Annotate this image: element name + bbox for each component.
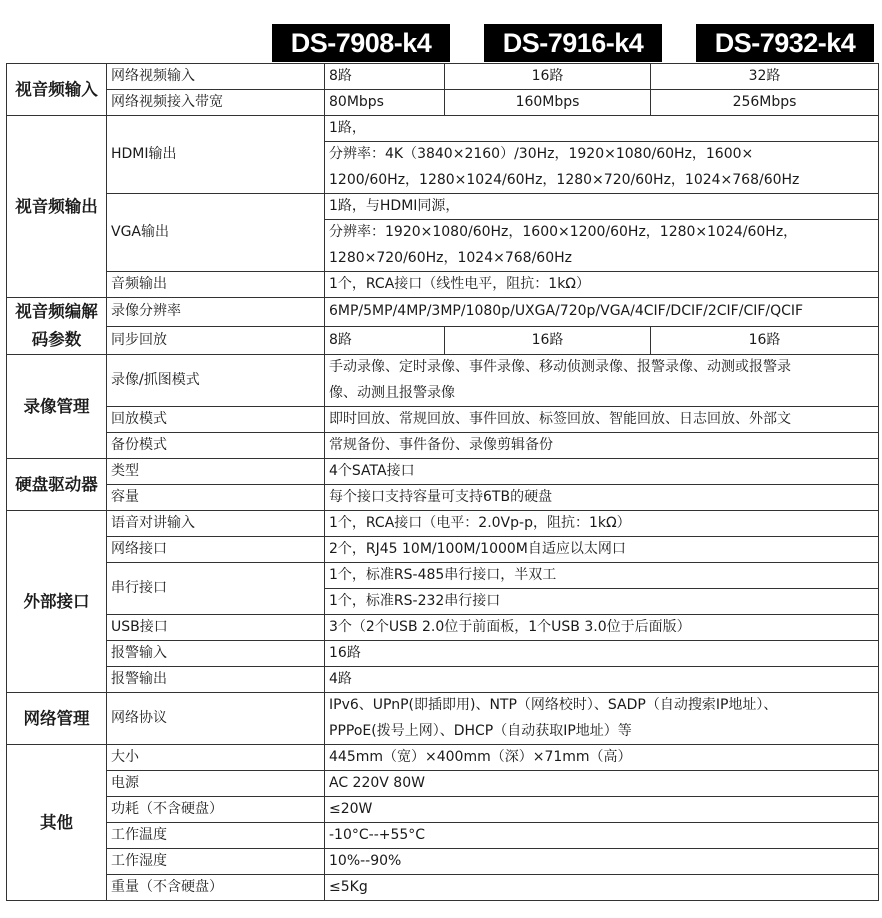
spec-table xyxy=(6,63,879,901)
table-row xyxy=(7,641,879,667)
value-talk-input: 1个，RCA接口（电平：2.0Vp-p，阻抗：1kΩ） xyxy=(325,511,879,537)
table-row xyxy=(7,326,879,355)
label-net-video-input: 网络视频输入 xyxy=(107,64,325,90)
value-hdmi-line3: 1200/60Hz，1280×1024/60Hz，1280×720/60Hz，1024×768/60Hz xyxy=(325,168,879,194)
table-row xyxy=(7,272,879,298)
table-row xyxy=(7,615,879,641)
table-row xyxy=(7,693,879,719)
category-av-output: 视音频输出 xyxy=(7,116,107,298)
label-sync-playback: 同步回放 xyxy=(107,326,325,355)
table-row xyxy=(7,875,879,901)
value-hdmi-line1: 1路， xyxy=(325,116,879,142)
value-net-video-input-1: 8路 xyxy=(325,64,445,90)
table-row xyxy=(7,485,879,511)
label-network-port: 网络接口 xyxy=(107,537,325,563)
label-weight: 重量（不含硬盘） xyxy=(107,875,325,901)
label-bandwidth: 网络视频接入带宽 xyxy=(107,90,325,116)
value-work-humidity: 10%--90% xyxy=(325,849,879,875)
value-record-mode-line2: 像、动测且报警录像 xyxy=(325,381,879,407)
value-network-protocol-line2: PPPoE(拨号上网）、DHCP（自动获取IP地址）等 xyxy=(325,719,879,745)
table-row xyxy=(7,116,879,142)
label-consumption: 功耗（不含硬盘） xyxy=(107,797,325,823)
value-network-port: 2个，RJ45 10M/100M/1000M自适应以太网口 xyxy=(325,537,879,563)
model-header-2: DS-7916-k4 xyxy=(484,24,662,62)
label-serial-port: 串行接口 xyxy=(107,563,325,615)
value-alarm-output: 4路 xyxy=(325,667,879,693)
value-audio-output: 1个，RCA接口（线性电平，阻抗：1kΩ） xyxy=(325,272,879,298)
value-bandwidth-3: 256Mbps xyxy=(651,90,879,116)
value-serial-rs485: 1个，标准RS-485串行接口，半双工 xyxy=(325,563,879,589)
label-hdmi-output: HDMI输出 xyxy=(107,116,325,194)
model-header-3: DS-7932-k4 xyxy=(696,24,874,62)
table-row xyxy=(7,823,879,849)
value-work-temperature: -10°C--+55°C xyxy=(325,823,879,849)
value-sync-playback-1: 8路 xyxy=(325,326,445,355)
category-other: 其他 xyxy=(7,745,107,901)
value-weight: ≤5Kg xyxy=(325,875,879,901)
value-hdd-type: 4个SATA接口 xyxy=(325,459,879,485)
value-bandwidth-1: 80Mbps xyxy=(325,90,445,116)
value-vga-line1: 1路，与HDMI同源， xyxy=(325,194,879,220)
table-row xyxy=(7,511,879,537)
label-alarm-output: 报警输出 xyxy=(107,667,325,693)
value-hdd-capacity: 每个接口支持容量可支持6TB的硬盘 xyxy=(325,485,879,511)
category-codec: 视音频编解码参数 xyxy=(7,298,107,355)
label-hdd-type: 类型 xyxy=(107,459,325,485)
value-record-mode-line1: 手动录像、定时录像、事件录像、移动侦测录像、报警录像、动测或报警录 xyxy=(325,355,879,381)
value-backup-mode: 常规备份、事件备份、录像剪辑备份 xyxy=(325,433,879,459)
category-av-input: 视音频输入 xyxy=(7,64,107,116)
value-vga-line3: 1280×720/60Hz，1024×768/60Hz xyxy=(325,246,879,272)
table-row xyxy=(7,433,879,459)
table-row xyxy=(7,407,879,433)
label-backup-mode: 备份模式 xyxy=(107,433,325,459)
label-vga-output: VGA输出 xyxy=(107,194,325,272)
table-row xyxy=(7,90,879,116)
table-row xyxy=(7,537,879,563)
label-playback-mode: 回放模式 xyxy=(107,407,325,433)
table-row xyxy=(7,771,879,797)
table-row xyxy=(7,849,879,875)
value-power: AC 220V 80W xyxy=(325,771,879,797)
table-row xyxy=(7,298,879,327)
table-row xyxy=(7,194,879,220)
label-alarm-input: 报警输入 xyxy=(107,641,325,667)
value-consumption: ≤20W xyxy=(325,797,879,823)
label-usb-port: USB接口 xyxy=(107,615,325,641)
model-header-1: DS-7908-k4 xyxy=(272,24,450,62)
value-serial-rs232: 1个，标准RS-232串行接口 xyxy=(325,589,879,615)
category-record-mgmt: 录像管理 xyxy=(7,355,107,459)
value-playback-mode: 即时回放、常规回放、事件回放、标签回放、智能回放、日志回放、外部文 xyxy=(325,407,879,433)
table-row xyxy=(7,355,879,381)
table-row xyxy=(7,797,879,823)
value-usb-port: 3个（2个USB 2.0位于前面板，1个USB 3.0位于后面版） xyxy=(325,615,879,641)
value-size: 445mm（宽）×400mm（深）×71mm（高） xyxy=(325,745,879,771)
value-sync-playback-3: 16路 xyxy=(651,326,879,355)
category-network-mgmt: 网络管理 xyxy=(7,693,107,745)
category-hdd: 硬盘驱动器 xyxy=(7,459,107,511)
label-power: 电源 xyxy=(107,771,325,797)
label-record-mode: 录像/抓图模式 xyxy=(107,355,325,407)
label-audio-output: 音频输出 xyxy=(107,272,325,298)
value-net-video-input-3: 32路 xyxy=(651,64,879,90)
label-record-resolution: 录像分辨率 xyxy=(107,298,325,327)
table-row xyxy=(7,667,879,693)
value-bandwidth-2: 160Mbps xyxy=(445,90,651,116)
label-hdd-capacity: 容量 xyxy=(107,485,325,511)
table-row xyxy=(7,459,879,485)
value-network-protocol-line1: IPv6、UPnP(即插即用)、NTP（网络校时）、SADP（自动搜索IP地址）、 xyxy=(325,693,879,719)
label-work-temperature: 工作温度 xyxy=(107,823,325,849)
table-row xyxy=(7,64,879,90)
label-talk-input: 语音对讲输入 xyxy=(107,511,325,537)
value-vga-line2: 分辨率：1920×1080/60Hz，1600×1200/60Hz，1280×1024/60Hz， xyxy=(325,220,879,246)
value-net-video-input-2: 16路 xyxy=(445,64,651,90)
value-record-resolution: 6MP/5MP/4MP/3MP/1080p/UXGA/720p/VGA/4CIF/DCIF/2CIF/CIF/QCIF xyxy=(325,298,879,327)
value-sync-playback-2: 16路 xyxy=(445,326,651,355)
label-size: 大小 xyxy=(107,745,325,771)
value-alarm-input: 16路 xyxy=(325,641,879,667)
table-row xyxy=(7,745,879,771)
value-hdmi-line2: 分辨率：4K（3840×2160）/30Hz，1920×1080/60Hz，1600× xyxy=(325,142,879,168)
table-row xyxy=(7,563,879,589)
label-work-humidity: 工作湿度 xyxy=(107,849,325,875)
category-external-ports: 外部接口 xyxy=(7,511,107,693)
label-network-protocol: 网络协议 xyxy=(107,693,325,745)
